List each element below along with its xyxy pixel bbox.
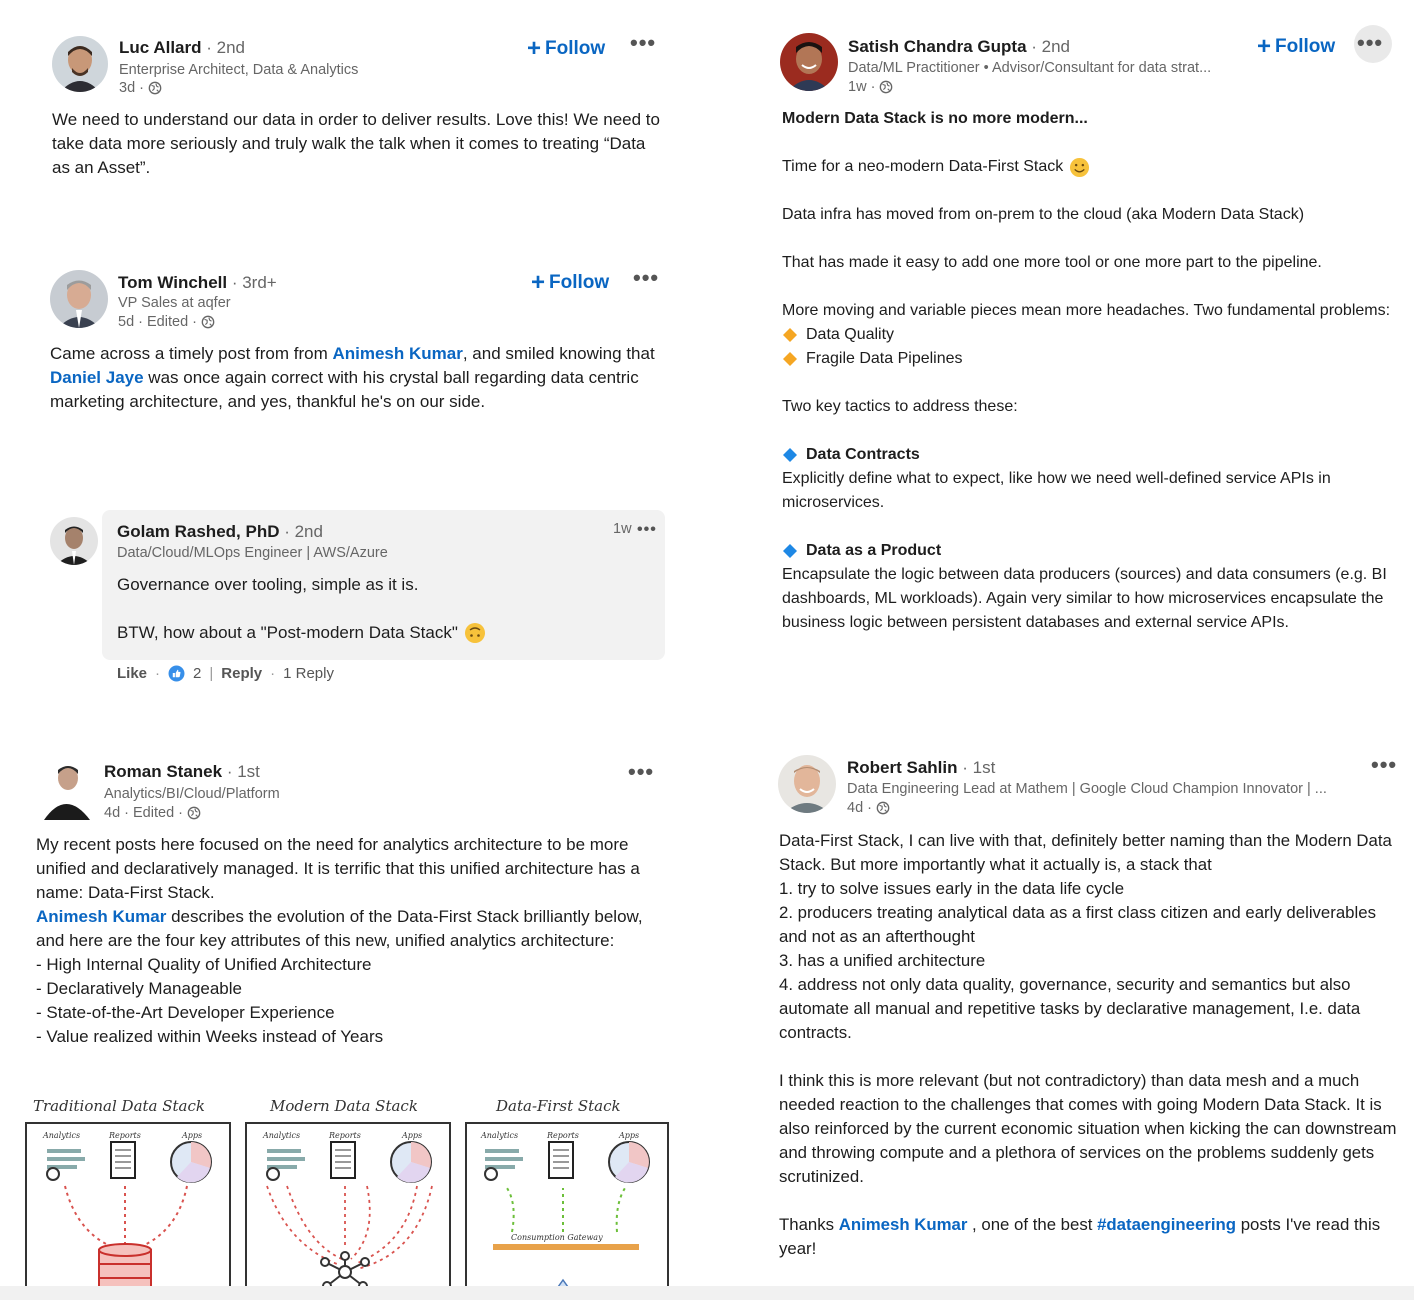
spacer — [782, 275, 1392, 299]
avatar[interactable] — [778, 755, 836, 813]
gateway-label: Consumption Gateway — [511, 1233, 603, 1242]
spacer — [117, 597, 647, 621]
mention-link[interactable]: Animesh Kumar — [332, 344, 463, 363]
orange-diamond-icon — [782, 351, 798, 367]
reports-icon — [111, 1142, 135, 1178]
post-roman-stanek — [0, 745, 700, 1290]
more-options-icon[interactable]: ••• — [630, 30, 657, 55]
problem-item — [782, 347, 1392, 371]
apps-icon — [171, 1142, 211, 1182]
reports-icon — [331, 1142, 355, 1178]
follow-label: Follow — [545, 38, 606, 59]
diagram-traditional-data-stack[interactable] — [25, 1122, 231, 1296]
diagram-title: Data-First Stack — [496, 1097, 621, 1115]
follow-button[interactable] — [531, 267, 609, 295]
post-robert-sahlin — [740, 740, 1414, 1285]
comment-text: BTW, how about a "Post-modern Data Stack" — [117, 623, 458, 642]
reports-label: Reports — [109, 1131, 141, 1140]
consumption-gateway-bar — [493, 1244, 639, 1250]
post-text: Thanks — [779, 1215, 839, 1234]
diagram-title: Modern Data Stack — [270, 1097, 418, 1115]
apps-label: Apps — [402, 1131, 423, 1140]
separator: | — [209, 665, 214, 682]
reports-label: Reports — [547, 1131, 579, 1140]
post-text: posts I've read this year! — [779, 1215, 1381, 1258]
post-time: 1w · — [848, 79, 876, 95]
connection-degree: · 3rd+ — [231, 273, 277, 292]
author-name[interactable]: Roman Stanek — [104, 762, 223, 781]
separator: · — [270, 665, 276, 682]
plus-icon: + — [1257, 33, 1272, 60]
post-text: Data as a Product — [806, 542, 942, 559]
post-time: 4d · — [847, 800, 872, 816]
apps-label: Apps — [619, 1131, 640, 1140]
diagram-data-first-stack[interactable] — [465, 1122, 669, 1296]
list-item: 3. has a unified architecture — [779, 951, 986, 970]
follow-button[interactable] — [1257, 31, 1335, 59]
post-meta — [118, 314, 215, 330]
list-item: 2. producers treating analytical data as a first class citizen and early deliverables and not as an afterthought — [779, 903, 1376, 946]
time-text: 1w — [613, 521, 632, 537]
connection-degree: · 1st — [962, 758, 996, 777]
spacer — [782, 419, 1392, 443]
more-options-icon[interactable]: ••• — [1371, 752, 1398, 777]
bullet-item: - State-of-the-Art Developer Experience — [36, 1003, 335, 1022]
comment-line — [117, 621, 647, 645]
avatar[interactable] — [40, 760, 92, 820]
mention-link[interactable]: Animesh Kumar — [838, 1215, 968, 1234]
bullet-item: - High Internal Quality of Unified Architecture — [36, 955, 372, 974]
post-time: 4d · Edited · — [104, 805, 183, 821]
globe-icon — [879, 80, 893, 94]
connection-degree: · 2nd — [206, 38, 245, 57]
author-headline: VP Sales at aqfer — [118, 295, 231, 311]
author-headline: Analytics/BI/Cloud/Platform — [104, 786, 280, 802]
diagram-title: Traditional Data Stack — [33, 1097, 205, 1115]
more-options-icon[interactable]: ••• — [1357, 30, 1384, 55]
post-headline: Modern Data Stack is no more modern... — [782, 110, 1088, 127]
post-meta — [104, 805, 201, 821]
follow-label: Follow — [549, 272, 610, 293]
like-reaction-icon — [168, 665, 185, 682]
spacer — [782, 131, 1392, 155]
reports-icon — [549, 1142, 573, 1178]
author-headline: Data/Cloud/MLOps Engineer | AWS/Azure — [117, 545, 388, 561]
author-name[interactable]: Satish Chandra Gupta — [848, 37, 1027, 56]
post-tom-winchell — [0, 260, 700, 440]
avatar[interactable] — [50, 517, 98, 565]
reply-button[interactable]: Reply — [221, 665, 263, 682]
avatar[interactable] — [52, 36, 108, 92]
post-line — [779, 1213, 1404, 1261]
globe-icon — [876, 801, 890, 815]
list-item: 4. address not only data quality, governance, security and semantics but also automate all manual and repetitive tasks by declarative management, I.e. data contracts. — [779, 975, 1361, 1042]
post-text: We need to understand our data in order to deliver results. Love this! We need to take data more seriously and truly walk the talk when it comes to treating “Data as an Asset”. — [52, 110, 660, 177]
post-text: Data Contracts — [806, 446, 920, 463]
post-text: Explicitly define what to expect, like how we need well-defined service APIs in microservices. — [782, 470, 1331, 511]
plus-icon: + — [531, 269, 546, 296]
post-body — [36, 833, 646, 1049]
post-text: Data Quality — [806, 326, 895, 343]
globe-icon — [187, 806, 201, 820]
more-options-icon[interactable]: ••• — [628, 759, 655, 784]
post-text: , one of the best — [967, 1215, 1098, 1234]
apps-label: Apps — [182, 1131, 203, 1140]
post-body — [779, 829, 1404, 1261]
analytics-label: Analytics — [263, 1131, 301, 1140]
spacer — [782, 179, 1392, 203]
plus-icon: + — [527, 35, 542, 62]
comment-golam-rashed — [0, 505, 700, 695]
reports-label: Reports — [329, 1131, 361, 1140]
analytics-icon — [47, 1149, 85, 1180]
blue-diamond-icon — [782, 447, 798, 463]
bottom-edge — [0, 1286, 1414, 1300]
post-text: Encapsulate the logic between data producers (sources) and data consumers (e.g. BI dashboards, ML workloads). Again very similar to how microservices encapsulate the business logic between persistent databases and external service APIs. — [782, 566, 1387, 631]
comment-body — [117, 573, 647, 645]
post-satish-chandra-gupta — [740, 0, 1414, 700]
post-text: I think this is more relevant (but not contradictory) than data mesh and a much needed reaction to the challenges that comes with going Modern Data Stack. It is also reinforced by the current economic situation when kicking the can downstream and throwing compute and a plethora of services on the problems suddenly gets scrutinized. — [779, 1071, 1397, 1186]
bullet-item: - Value realized within Weeks instead of Years — [36, 1027, 384, 1046]
post-text: , and smiled knowing that — [462, 344, 655, 363]
list-item: 1. try to solve issues early in the data life cycle — [779, 879, 1125, 898]
spacer — [782, 515, 1392, 539]
problem-item — [782, 323, 1392, 347]
mention-link[interactable]: Animesh Kumar — [36, 907, 167, 926]
upside-down-face-emoji-icon — [464, 622, 486, 644]
analytics-label: Analytics — [481, 1131, 519, 1140]
post-meta — [847, 800, 890, 816]
author-headline: Data Engineering Lead at Mathem | Google Cloud Champion Innovator | ... — [847, 781, 1327, 797]
follow-label: Follow — [1275, 36, 1336, 57]
post-text: Fragile Data Pipelines — [806, 350, 963, 367]
post-time: 3d · — [119, 80, 144, 96]
post-text: Time for a neo-modern Data-First Stack — [782, 158, 1064, 175]
separator: · — [155, 665, 161, 682]
author-headline: Data/ML Practitioner • Advisor/Consultant for data strat... — [848, 60, 1212, 76]
reaction-count[interactable]: 2 — [193, 665, 202, 682]
post-text: Two key tactics to address these: — [782, 398, 1018, 415]
post-line — [782, 155, 1392, 179]
globe-icon — [201, 315, 215, 329]
traditional-stack-illustration — [27, 1124, 229, 1294]
tactic-heading — [782, 539, 1392, 563]
post-text: describes the evolution of the Data-First Stack brilliantly below, and here are the four key attributes of this new, unified analytics architecture: — [36, 907, 643, 950]
author-name[interactable]: Robert Sahlin — [847, 758, 958, 777]
globe-icon — [148, 81, 162, 95]
avatar[interactable] — [780, 33, 838, 91]
more-options-icon[interactable]: ••• — [637, 521, 657, 538]
orange-diamond-icon — [782, 327, 798, 343]
comment-time — [613, 521, 632, 537]
apps-icon — [391, 1142, 431, 1182]
bullet-item: - Declaratively Manageable — [36, 979, 242, 998]
post-body — [50, 342, 660, 414]
author-name[interactable]: Luc Allard — [119, 38, 202, 57]
connection-degree: · 1st — [226, 762, 260, 781]
author-name[interactable]: Tom Winchell — [118, 273, 228, 292]
post-text: That has made it easy to add one more tool or one more part to the pipeline. — [782, 254, 1322, 271]
post-meta — [119, 80, 162, 96]
spacer — [782, 227, 1392, 251]
hashtag-link[interactable]: #dataengineering — [1097, 1215, 1237, 1234]
blue-diamond-icon — [782, 543, 798, 559]
post-text: My recent posts here focused on the need for analytics architecture to be more unified and declaratively managed. It is terrific that this unified architecture has a name: Data-First Stack. — [36, 835, 640, 902]
post-meta — [848, 79, 893, 95]
smile-emoji-icon — [1069, 157, 1090, 178]
comment-text: Governance over tooling, simple as it is. — [117, 575, 419, 594]
more-options-icon[interactable]: ••• — [633, 265, 660, 290]
modern-stack-illustration — [247, 1124, 449, 1294]
comment-actions — [117, 665, 334, 682]
post-text: More moving and variable pieces mean more headaches. Two fundamental problems: — [782, 302, 1391, 319]
author-headline: Enterprise Architect, Data & Analytics — [119, 62, 359, 78]
connection-degree: · 2nd — [284, 522, 323, 541]
data-first-stack-illustration — [467, 1124, 667, 1294]
spacer — [779, 1045, 1404, 1069]
analytics-label: Analytics — [43, 1131, 81, 1140]
spacer — [782, 371, 1392, 395]
author-name[interactable]: Golam Rashed, PhD — [117, 522, 280, 541]
network-icon — [321, 1252, 369, 1290]
post-body — [782, 107, 1392, 635]
like-button[interactable]: Like — [117, 665, 148, 682]
avatar[interactable] — [50, 270, 108, 328]
spacer — [779, 1189, 1404, 1213]
post-body — [52, 108, 662, 180]
post-time: 5d · Edited · — [118, 314, 197, 330]
analytics-icon — [485, 1149, 523, 1180]
diagram-modern-data-stack[interactable] — [245, 1122, 451, 1296]
post-luc-allard — [0, 0, 700, 230]
post-text: was once again correct with his crystal ball regarding data centric marketing architecture, and yes, thankful he's on our side. — [50, 368, 639, 411]
replies-count-link[interactable]: 1 Reply — [283, 665, 334, 682]
post-text: Came across a timely post from from — [50, 344, 333, 363]
apps-icon — [609, 1142, 649, 1182]
analytics-icon — [267, 1149, 305, 1180]
connection-degree: · 2nd — [1031, 37, 1071, 56]
post-text: Data infra has moved from on-prem to the cloud (aka Modern Data Stack) — [782, 206, 1305, 223]
post-text: Data-First Stack, I can live with that, definitely better naming than the Modern Data Stack. But more importantly what it actually is, a stack that — [779, 831, 1392, 874]
tactic-heading — [782, 443, 1392, 467]
post-line — [36, 905, 646, 953]
follow-button[interactable] — [527, 33, 605, 61]
mention-link[interactable]: Daniel Jaye — [50, 368, 144, 387]
